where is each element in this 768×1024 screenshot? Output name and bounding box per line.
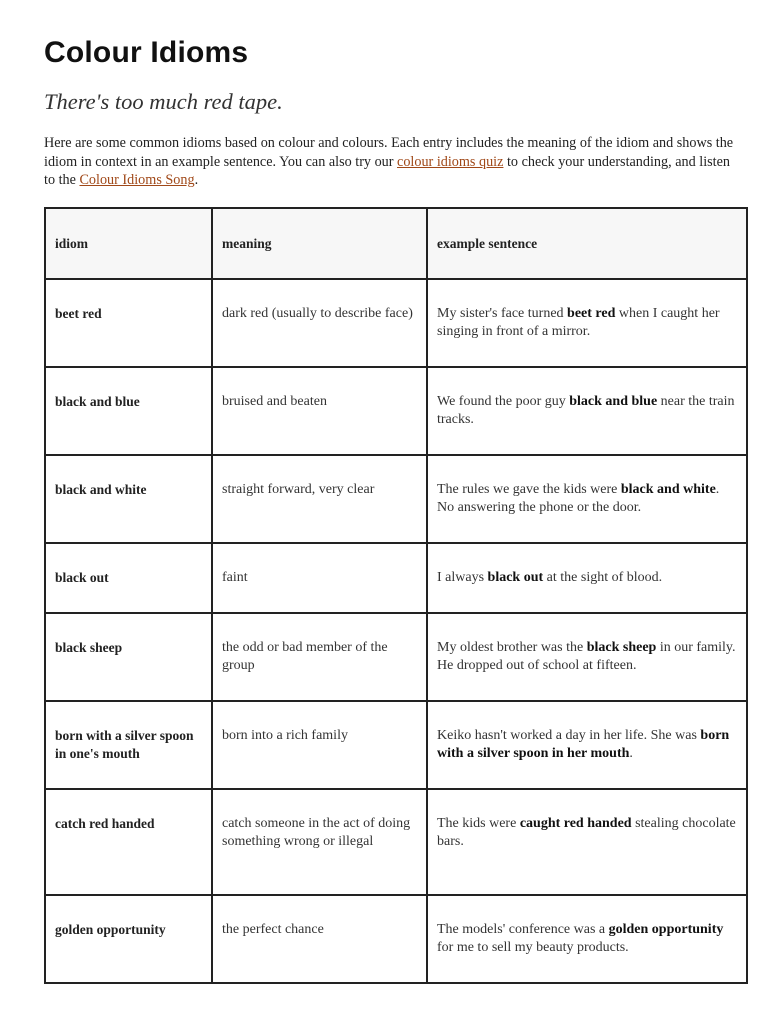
table-row [45,895,747,983]
example-text: The rules we gave the kids were [437,482,621,497]
header-meaning: meaning [212,208,427,279]
meaning-cell: born into a rich family [212,701,427,789]
table-row [45,613,747,701]
example-cell [427,543,747,613]
example-text: The kids were [437,816,520,831]
example-idiom-highlight: black out [487,570,544,585]
page-subtitle: There's too much red tape. [44,89,283,114]
meaning-cell: straight forward, very clear [212,455,427,543]
example-cell [427,455,747,543]
example-idiom-highlight: born with a silver spoon in her mouth [437,728,730,761]
idiom-cell: black and white [45,455,212,543]
table-row [45,701,747,789]
example-idiom-highlight: caught red handed [519,816,632,831]
example-text: at the sight of blood. [543,570,663,585]
table-body [45,279,747,983]
idiom-cell: born with a silver spoon in one's mouth [45,701,212,789]
header-idiom: idiom [45,208,212,279]
example-text: near the train tracks. [437,394,735,427]
example-idiom-highlight: beet red [567,306,616,321]
example-cell [427,367,747,455]
example-idiom-highlight: black sheep [586,640,657,655]
example-cell [427,895,747,983]
example-idiom-highlight: black and blue [569,394,658,409]
table-row [45,789,747,895]
idiom-cell: black and blue [45,367,212,455]
meaning-cell: the odd or bad member of the group [212,613,427,701]
table-header [45,208,747,279]
table-row [45,455,747,543]
meaning-cell: the perfect chance [212,895,427,983]
example-text: Keiko hasn't worked a day in her life. She was [437,728,701,743]
idiom-cell: golden opportunity [45,895,212,983]
example-cell [427,613,747,701]
table-row [45,367,747,455]
example-text: My sister's face turned [437,306,568,321]
table-row [45,543,747,613]
idiom-cell: catch red handed [45,789,212,895]
intro-text-3: . [194,172,199,188]
page-title: Colour Idioms [44,36,249,69]
example-idiom-highlight: golden opportunity [608,922,724,937]
example-text: when I caught her singing in front of a mirror. [437,306,720,339]
table-row [45,279,747,367]
example-text: . [629,746,633,761]
example-cell [427,789,747,895]
example-cell [427,701,747,789]
example-cell [427,279,747,367]
colour-idioms-song-link[interactable]: Colour Idioms Song [79,172,195,188]
header-example-sentence: example sentence [427,208,747,279]
intro-paragraph [44,134,734,190]
example-text: We found the poor guy [437,394,570,409]
idiom-cell: black out [45,543,212,613]
idiom-cell: black sheep [45,613,212,701]
example-text: . No answering the phone or the door. [437,482,720,515]
example-text: in our family. He dropped out of school at fifteen. [437,640,736,673]
meaning-cell: bruised and beaten [212,367,427,455]
example-text: for me to sell my beauty products. [437,940,629,955]
intro-text-2: to check your understanding, and listen to the [44,153,730,188]
meaning-cell: dark red (usually to describe face) [212,279,427,367]
header-row [45,208,747,279]
intro-text-1: Here are some common idioms based on colour and colours. Each entry includes the meaning of the idiom and shows the idiom in context in an example sentence. You can also try our [44,135,734,170]
example-text: The models' conference was a [437,922,609,937]
idiom-cell: beet red [45,279,212,367]
example-text: I always [437,570,488,585]
meaning-cell: catch someone in the act of doing something wrong or illegal [212,789,427,895]
example-text: My oldest brother was the [437,640,587,655]
idioms-table [44,207,748,984]
example-idiom-highlight: black and white [620,482,716,497]
meaning-cell: faint [212,543,427,613]
colour-idioms-quiz-link[interactable]: colour idioms quiz [397,153,504,170]
example-text: stealing chocolate bars. [437,816,736,849]
